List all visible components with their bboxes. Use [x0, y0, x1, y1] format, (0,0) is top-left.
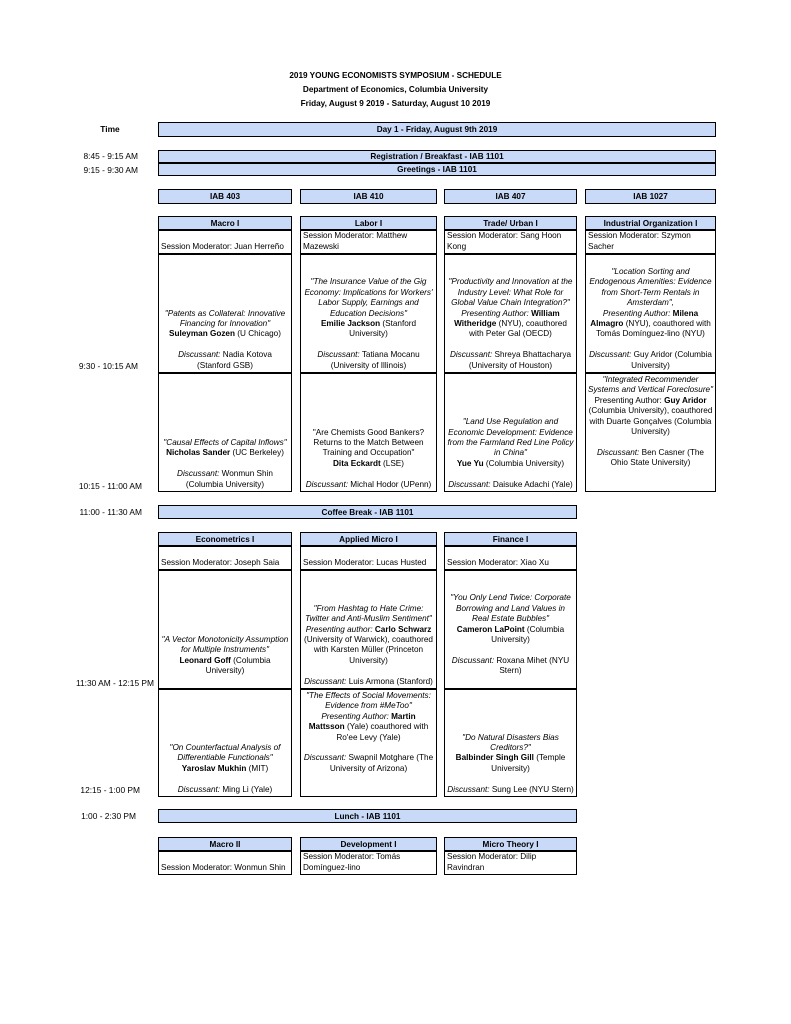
paper-discussant: Discussant: Shreya Bhattacharya (University of Houston) — [449, 350, 572, 370]
paper-cell: "Land Use Regulation and Economic Development: Evidence from the Farmland Red Line Policy in China" Yue Yu (Columbia University) Discussant: Daisuke Adachi (Yale) — [444, 373, 577, 492]
session-header: Labor I — [300, 216, 437, 230]
paper-author: Balbinder Singh Gill — [455, 753, 534, 763]
paper-cell: "The Effects of Social Movements: Evidence from #MeToo" Presenting Author: Martin Mattsson (Yale) coauthored with Ro'ee Levy (Yale) Discussant: Swapnil Motghare (The University of Arizona) — [300, 689, 437, 797]
session-moderator: Session Moderator: Sang Hoon Kong — [444, 230, 577, 254]
session-header: Industrial Organization I — [585, 216, 716, 230]
session-header: Applied Micro I — [300, 532, 437, 546]
paper-cell: "On Counterfactual Analysis of Differentiable Functionals" Yaroslav Mukhin (MIT) Discussant: Ming Li (Yale) — [158, 689, 292, 797]
paper-author: Leonard Goff — [179, 655, 231, 665]
paper-title: "Do Natural Disasters Bias Creditors?" — [462, 732, 559, 752]
paper-cell: "You Only Lend Twice: Corporate Borrowing and Land Values in Real Estate Bubbles" Cameron LaPoint (Columbia University) Discussant: Roxana Mihet (NYU Stern) — [444, 570, 577, 689]
paper-author: Milena Almagro — [590, 308, 699, 328]
page-title: 2019 YOUNG ECONOMISTS SYMPOSIUM - SCHEDULE — [289, 71, 502, 80]
paper-cell: "The Insurance Value of the Gig Economy: Implications for Workers' Labor Supply, Earnings and Education Decisions" Emilie Jackson (Stanford University) Discussant: Tatiana Mocanu (University of Illinois) — [300, 254, 437, 373]
paper-title: "On Counterfactual Analysis of Differentiable Functionals" — [169, 742, 281, 763]
day-banner: Day 1 - Friday, August 9th 2019 — [158, 122, 716, 137]
session-moderator: Session Moderator: Xiao Xu — [444, 546, 577, 570]
paper-discussant: Discussant: Daisuke Adachi (Yale) — [448, 479, 573, 489]
session-moderator: Session Moderator: Joseph Saia — [158, 546, 292, 570]
time-session-1: 9:30 - 10:15 AM — [78, 361, 138, 371]
session-header: Finance I — [444, 532, 577, 546]
paper-title: "Causal Effects of Capital Inflows" — [163, 437, 287, 447]
session-moderator: Session Moderator: Dilip Ravindran — [444, 851, 577, 875]
session-moderator: Session Moderator: Szymon Sacher — [585, 230, 716, 254]
time-session-4: 12:15 - 1:00 PM — [80, 785, 140, 795]
paper-cell: "Location Sorting and Endogenous Amenities: Evidence from Short-Term Rentals in Amsterdam", Presenting Author: Milena Almagro (NYU), coauthored with Tomás Domínguez-lino (NYU) Discussant: Guy Aridor (Columbia University) — [585, 254, 716, 373]
paper-cell: "Causal Effects of Capital Inflows" Nicholas Sander (UC Berkeley) Discussant: Wonmun Shin (Columbia University) — [158, 373, 292, 492]
greetings-banner: Greetings - IAB 1101 — [158, 163, 716, 176]
paper-cell: "A Vector Monotonicity Assumption for Multiple Instruments" Leonard Goff (Columbia University) — [158, 570, 292, 689]
paper-title: "You Only Lend Twice: Corporate Borrowing and Land Values in Real Estate Bubbles" — [450, 593, 571, 624]
time-registration: 8:45 - 9:15 AM — [83, 151, 138, 161]
paper-title: "A Vector Monotonicity Assumption for Multiple Instruments" — [161, 634, 289, 655]
paper-discussant: Discussant: Swapnil Motghare (The University of Arizona) — [303, 753, 434, 773]
paper-discussant: Discussant: Wonmun Shin (Columbia University) — [177, 469, 273, 489]
session-header: Econometrics I — [158, 532, 292, 546]
paper-title: "Land Use Regulation and Economic Development: Evidence from the Farmland Red Line Policy in China" — [447, 417, 574, 458]
session-moderator: Session Moderator: Wonmun Shin — [158, 851, 292, 875]
page-subtitle: Department of Economics, Columbia University — [302, 85, 489, 94]
paper-discussant: Discussant: Tatiana Mocanu (University of Illinois) — [317, 350, 420, 370]
paper-author: Carlo Schwarz — [374, 624, 432, 634]
session-moderator: Session Moderator: Tomás Domínguez-lino — [300, 851, 437, 875]
paper-discussant: Discussant: Roxana Mihet (NYU Stern) — [451, 655, 570, 676]
paper-author: Yue Yu — [456, 458, 484, 468]
paper-author: William Witheridge — [454, 308, 560, 328]
paper-cell: "Patents as Collateral: Innovative Financing for Innovation" Suleyman Gozen (U Chicago) Discussant: Nadia Kotova (Stanford GSB) — [158, 254, 292, 373]
paper-discussant: Discussant: Sung Lee (NYU Stern) — [447, 784, 574, 794]
paper-author: Emilie Jackson — [320, 318, 381, 328]
lunch-banner: Lunch - IAB 1101 — [158, 809, 577, 823]
paper-title: "Integrated Recommender Systems and Vertical Foreclosure" — [588, 375, 714, 395]
paper-cell: "Do Natural Disasters Bias Creditors?" Balbinder Singh Gill (Temple University) Discussant: Sung Lee (NYU Stern) — [444, 689, 577, 797]
paper-title: "Location Sorting and Endogenous Amenities: Evidence from Short-Term Rentals in Amsterdam", — [589, 266, 712, 308]
coffee-banner: Coffee Break - IAB 1101 — [158, 505, 577, 519]
paper-author: Yaroslav Mukhin — [181, 763, 247, 773]
room-header-1: IAB 403 — [158, 189, 292, 204]
time-greetings: 9:15 - 9:30 AM — [83, 165, 138, 175]
paper-discussant: Discussant: Guy Aridor (Columbia University) — [589, 350, 712, 370]
paper-cell: "Integrated Recommender Systems and Vertical Foreclosure" Presenting Author: Guy Aridor (Columbia University), coauthored with Duarte Gonçalves (Columbia University) Discussant: Ben Casner (The Ohio State University) — [585, 373, 716, 492]
time-lunch: 1:00 - 2:30 PM — [81, 811, 136, 821]
session-header: Micro Theory I — [444, 837, 577, 851]
paper-cell: "From Hashtag to Hate Crime: Twitter and Anti-Muslim Sentiment" Presenting author: Carlo Schwarz (University of Warwick), coauthored with Karsten Müller (Princeton University) Discussant: Luis Armona (Stanford) — [300, 570, 437, 689]
time-column-header: Time — [100, 124, 120, 134]
paper-title: "Patents as Collateral: Innovative Financing for Innovation" — [164, 308, 286, 328]
session-header: Macro II — [158, 837, 292, 851]
time-coffee: 11:00 - 11:30 AM — [79, 507, 142, 517]
page-dates: Friday, August 9 2019 - Saturday, August 10 2019 — [300, 99, 491, 108]
paper-author: Guy Aridor — [664, 395, 707, 405]
paper-title: "The Insurance Value of the Gig Economy: Implications for Workers' Labor Supply, Earnings and Education Decisions" — [304, 277, 433, 318]
paper-title: "The Effects of Social Movements: Evidence from #MeToo" — [306, 691, 431, 711]
room-header-3: IAB 407 — [444, 189, 577, 204]
paper-discussant: Discussant: Michal Hodor (UPenn) — [305, 479, 432, 489]
session-moderator: Session Moderator: Matthew Mazewski — [300, 230, 437, 254]
paper-author: Cameron LaPoint — [456, 624, 525, 634]
time-session-3: 11:30 AM - 12:15 PM — [75, 678, 154, 688]
session-header: Development I — [300, 837, 437, 851]
paper-discussant: Discussant: Luis Armona (Stanford) — [304, 676, 433, 686]
paper-author: Dita Eckardt — [333, 458, 381, 468]
paper-discussant: Discussant: Nadia Kotova (Stanford GSB) — [178, 350, 272, 370]
paper-title: "Productivity and Innovation at the Industry Level: What Role for Global Value Chain Integration?" — [448, 277, 573, 308]
room-header-2: IAB 410 — [300, 189, 437, 204]
paper-discussant: Discussant: Ben Casner (The Ohio State University) — [597, 447, 704, 468]
paper-author: Nicholas Sander — [166, 448, 231, 458]
paper-title: "Are Chemists Good Bankers? Returns to the Match Between Training and Occupation" — [312, 427, 425, 458]
session-moderator: Session Moderator: Juan Herreño — [158, 230, 292, 254]
session-header: Macro I — [158, 216, 292, 230]
paper-discussant: Discussant: Ming Li (Yale) — [177, 784, 273, 794]
room-header-4: IAB 1027 — [585, 189, 716, 204]
session-moderator: Session Moderator: Lucas Husted — [300, 546, 437, 570]
registration-banner: Registration / Breakfast - IAB 1101 — [158, 150, 716, 163]
paper-cell: "Productivity and Innovation at the Industry Level: What Role for Global Value Chain Integration?" Presenting Author: William Witheridge (NYU), coauthored with Peter Gal (OECD) Discussant: Shreya Bhattacharya (University of Houston) — [444, 254, 577, 373]
paper-author: Martin Mattsson — [308, 711, 416, 732]
paper-cell: "Are Chemists Good Bankers? Returns to the Match Between Training and Occupation" Dita Eckardt (LSE) Discussant: Michal Hodor (UPenn) — [300, 373, 437, 492]
session-header: Trade/ Urban I — [444, 216, 577, 230]
paper-title: "From Hashtag to Hate Crime: Twitter and Anti-Muslim Sentiment" — [305, 603, 432, 624]
time-session-2: 10:15 - 11:00 AM — [78, 481, 142, 491]
paper-author: Suleyman Gozen — [169, 329, 235, 339]
